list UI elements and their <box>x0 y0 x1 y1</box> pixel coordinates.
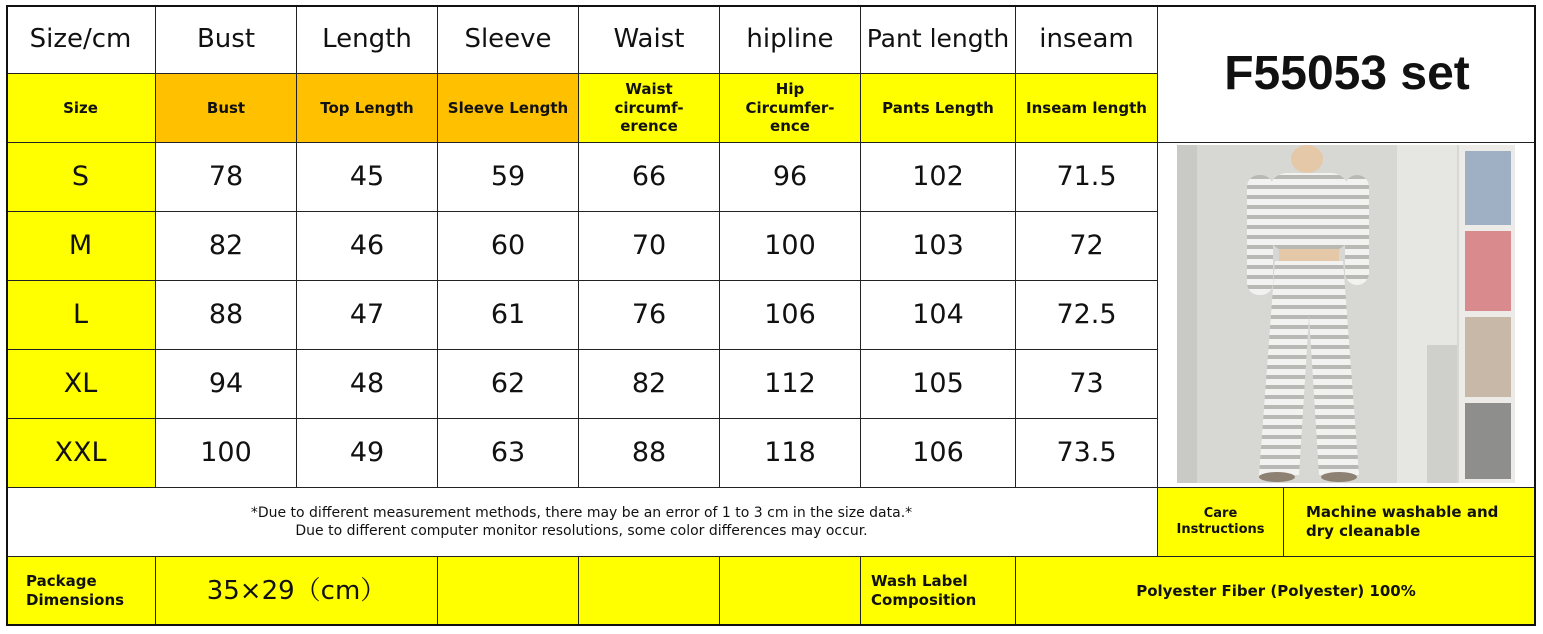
subheader-bust: Bust <box>156 74 297 143</box>
pant-value: 106 <box>861 419 1016 488</box>
subheader-size: Size <box>6 74 156 143</box>
inseam-value: 72.5 <box>1016 281 1158 350</box>
wash-label-composition-value: Polyester Fiber (Polyester) 100% <box>1016 557 1536 626</box>
notes-cell <box>6 488 1158 557</box>
bust-value: 100 <box>156 419 297 488</box>
empty-cell <box>720 557 861 626</box>
size-cell: M <box>6 212 156 281</box>
hip-value: 118 <box>720 419 861 488</box>
size-cell: XL <box>6 350 156 419</box>
hip-value: 112 <box>720 350 861 419</box>
pant-value: 105 <box>861 350 1016 419</box>
inseam-value: 73 <box>1016 350 1158 419</box>
hip-value: 100 <box>720 212 861 281</box>
subheader-hip: Hip Circumfer-ence <box>720 74 861 143</box>
bust-value: 78 <box>156 143 297 212</box>
note-error-margin: *Due to different measurement methods, there may be an error of 1 to 3 cm in the size data.* <box>250 504 913 521</box>
length-value: 45 <box>297 143 438 212</box>
package-dimensions-value: 35×29（cm） <box>156 557 438 626</box>
size-cell: S <box>6 143 156 212</box>
waist-value: 66 <box>579 143 720 212</box>
bust-value: 82 <box>156 212 297 281</box>
inseam-value: 73.5 <box>1016 419 1158 488</box>
length-value: 47 <box>297 281 438 350</box>
header-waist: Waist <box>579 5 720 74</box>
subheader-waist: Waist circumf-erence <box>579 74 720 143</box>
pant-value: 103 <box>861 212 1016 281</box>
length-value: 48 <box>297 350 438 419</box>
bust-value: 94 <box>156 350 297 419</box>
hip-value: 106 <box>720 281 861 350</box>
empty-cell <box>438 557 579 626</box>
header-length: Length <box>297 5 438 74</box>
care-instructions-label: Care Instructions <box>1158 488 1284 557</box>
header-size-cm: Size/cm <box>6 5 156 74</box>
header-bust: Bust <box>156 5 297 74</box>
sleeve-value: 61 <box>438 281 579 350</box>
waist-value: 76 <box>579 281 720 350</box>
size-cell: L <box>6 281 156 350</box>
subheader-inseam-length: Inseam length <box>1016 74 1158 143</box>
sleeve-value: 62 <box>438 350 579 419</box>
subheader-pants-length: Pants Length <box>861 74 1016 143</box>
sleeve-value: 60 <box>438 212 579 281</box>
empty-cell <box>579 557 720 626</box>
pant-value: 102 <box>861 143 1016 212</box>
care-instructions-value: Machine washable and dry cleanable <box>1284 488 1536 557</box>
subheader-top-length: Top Length <box>297 74 438 143</box>
waist-value: 82 <box>579 350 720 419</box>
sleeve-value: 63 <box>438 419 579 488</box>
inseam-value: 72 <box>1016 212 1158 281</box>
header-sleeve: Sleeve <box>438 5 579 74</box>
bust-value: 88 <box>156 281 297 350</box>
package-dimensions-label: Package Dimensions <box>6 557 156 626</box>
pant-value: 104 <box>861 281 1016 350</box>
length-value: 46 <box>297 212 438 281</box>
size-cell: XXL <box>6 419 156 488</box>
hip-value: 96 <box>720 143 861 212</box>
length-value: 49 <box>297 419 438 488</box>
product-title: F55053 set <box>1158 5 1536 143</box>
waist-value: 70 <box>579 212 720 281</box>
header-inseam: inseam <box>1016 5 1158 74</box>
header-hipline: hipline <box>720 5 861 74</box>
product-model-photo <box>1177 145 1515 483</box>
header-pant-length: Pant length <box>861 5 1016 74</box>
inseam-value: 71.5 <box>1016 143 1158 212</box>
sleeve-value: 59 <box>438 143 579 212</box>
wash-label-composition-label: Wash Label Composition <box>861 557 1016 626</box>
waist-value: 88 <box>579 419 720 488</box>
note-color-difference: Due to different computer monitor resolutions, some color differences may occur. <box>295 523 868 539</box>
subheader-sleeve-length: Sleeve Length <box>438 74 579 143</box>
